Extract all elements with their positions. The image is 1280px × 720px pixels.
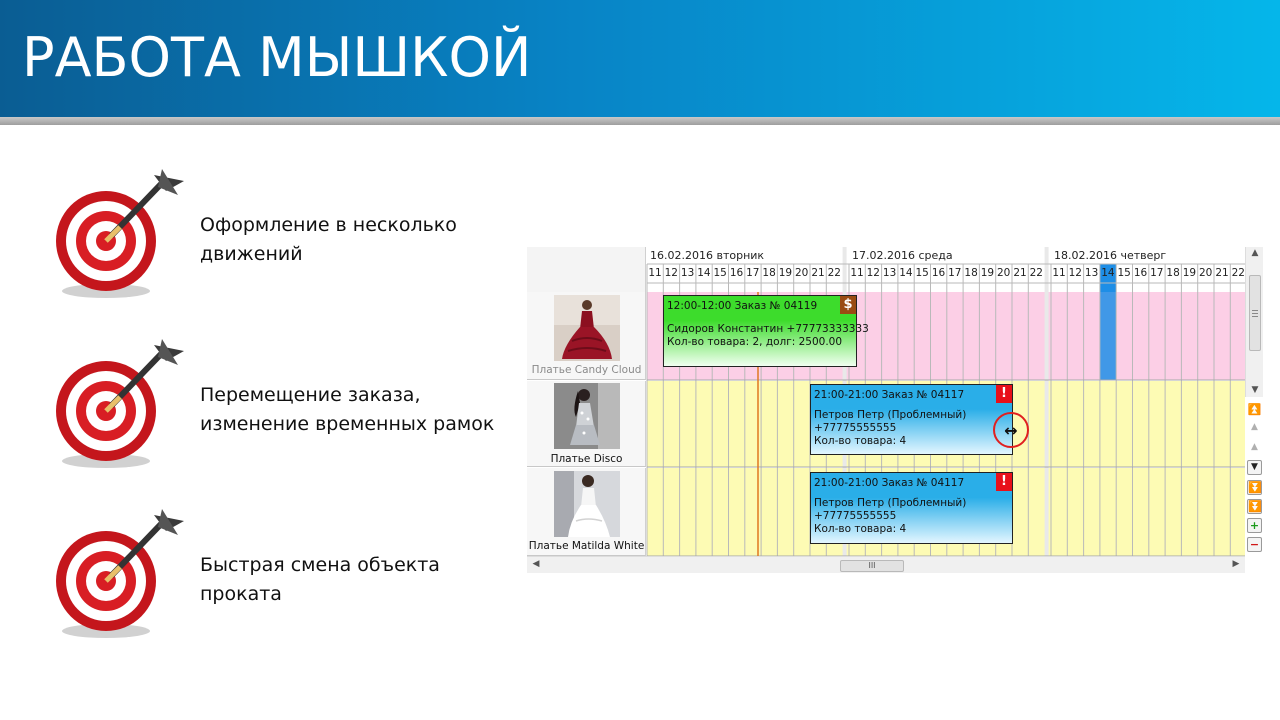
day-separator bbox=[1045, 247, 1049, 556]
order-client: Петров Петр (Проблемный) bbox=[814, 497, 967, 509]
feature-line: Перемещение заказа, bbox=[200, 384, 421, 406]
hour-header[interactable]: 20 bbox=[997, 267, 1011, 279]
resize-handle-highlight[interactable] bbox=[993, 412, 1029, 448]
horizontal-scroll-thumb[interactable]: III bbox=[840, 560, 904, 572]
order-details: Кол-во товара: 4 bbox=[814, 435, 907, 447]
order-card-04119[interactable] bbox=[663, 295, 869, 367]
slide-header bbox=[0, 0, 1280, 117]
hour-header[interactable]: 12 bbox=[866, 267, 880, 279]
feature-item-2 bbox=[50, 335, 520, 475]
feature-line: Оформление в несколько bbox=[200, 214, 457, 236]
feature-text bbox=[200, 211, 457, 269]
slide-title: РАБОТА МЫШКОЙ bbox=[22, 26, 532, 89]
hour-header[interactable]: 12 bbox=[1068, 267, 1082, 279]
order-header: 21:00-21:00 Заказ № 04117 bbox=[814, 477, 965, 489]
hour-header[interactable]: 15 bbox=[915, 267, 929, 279]
feature-text bbox=[200, 381, 494, 439]
hour-header[interactable]: 21 bbox=[1215, 267, 1229, 279]
feature-line: проката bbox=[200, 583, 282, 605]
resource-row-candy-cloud[interactable] bbox=[527, 292, 646, 380]
feature-item-3 bbox=[50, 505, 520, 645]
hour-header[interactable]: 17 bbox=[1150, 267, 1164, 279]
hour-header[interactable]: 22 bbox=[1029, 267, 1043, 279]
order-client: Сидоров Константин +77773333333 bbox=[667, 323, 869, 335]
resource-column-header bbox=[527, 247, 646, 292]
debt-dollar-icon: $ bbox=[840, 296, 856, 314]
hour-header[interactable]: 11 bbox=[1052, 267, 1066, 279]
day-label: 18.02.2016 четверг bbox=[1054, 249, 1167, 262]
order-phone: +77775555555 bbox=[814, 422, 897, 434]
order-details: Кол-во товара: 4 bbox=[814, 523, 907, 535]
hour-header[interactable]: 15 bbox=[1117, 267, 1131, 279]
remove-row-button[interactable]: − bbox=[1247, 537, 1262, 552]
hour-header[interactable]: 21 bbox=[811, 267, 825, 279]
scroll-left-icon[interactable]: ◀ bbox=[532, 559, 540, 569]
hour-header[interactable]: 22 bbox=[827, 267, 841, 279]
vertical-scroll-thumb[interactable] bbox=[1249, 275, 1261, 351]
scroll-down-icon[interactable]: ▼ bbox=[1251, 385, 1259, 395]
hour-header[interactable]: 16 bbox=[931, 267, 946, 279]
hour-header[interactable]: 19 bbox=[980, 267, 995, 279]
nav-first-icon[interactable]: ⏫ bbox=[1247, 403, 1262, 416]
day-label: 17.02.2016 среда bbox=[852, 249, 953, 262]
nav-last-button[interactable]: ⏬ bbox=[1248, 500, 1262, 513]
warning-exclamation-icon: ! bbox=[996, 385, 1012, 403]
add-row-button[interactable]: + bbox=[1247, 518, 1262, 533]
hour-header[interactable]: 18 bbox=[964, 267, 978, 279]
dress-photo-icon bbox=[554, 471, 620, 537]
order-card-04117[interactable] bbox=[810, 384, 1013, 455]
target-dart-icon bbox=[50, 505, 190, 645]
dress-photo-icon bbox=[554, 295, 620, 361]
resource-label: Платье Matilda White bbox=[528, 540, 645, 552]
resource-label: Платье Disco bbox=[550, 453, 623, 465]
vertical-scrollbar[interactable] bbox=[1245, 247, 1263, 397]
hour-header[interactable]: 13 bbox=[680, 267, 695, 279]
selected-time-column bbox=[1100, 292, 1116, 380]
feature-line: Быстрая смена объекта bbox=[200, 554, 440, 576]
hour-header[interactable]: 19 bbox=[778, 267, 793, 279]
hour-header[interactable]: 13 bbox=[882, 267, 897, 279]
feature-line: изменение временных рамок bbox=[200, 413, 495, 435]
warning-exclamation-icon: ! bbox=[996, 473, 1012, 491]
hour-header[interactable]: 19 bbox=[1182, 267, 1197, 279]
order-header: 12:00-12:00 Заказ № 04119 bbox=[667, 300, 818, 312]
feature-line: движений bbox=[200, 243, 303, 265]
hour-header[interactable]: 14 bbox=[697, 267, 711, 279]
hour-header[interactable]: 20 bbox=[1199, 267, 1213, 279]
order-header: 21:00-21:00 Заказ № 04117 bbox=[814, 389, 965, 401]
hour-header[interactable]: 14 bbox=[899, 267, 913, 279]
nav-up-icon[interactable]: ▲ bbox=[1251, 422, 1258, 432]
hour-header[interactable]: 17 bbox=[746, 267, 760, 279]
hour-header[interactable]: 17 bbox=[948, 267, 962, 279]
dress-photo-icon bbox=[554, 383, 620, 449]
feature-item-1 bbox=[50, 165, 520, 305]
day-label: 16.02.2016 вторник bbox=[650, 249, 765, 262]
target-dart-icon bbox=[50, 335, 190, 475]
hour-header[interactable]: 16 bbox=[1133, 267, 1148, 279]
hour-header[interactable]: 11 bbox=[850, 267, 864, 279]
order-details: Кол-во товара: 2, долг: 2500.00 bbox=[667, 336, 843, 348]
hour-header[interactable]: 21 bbox=[1013, 267, 1027, 279]
resource-row-disco[interactable] bbox=[527, 381, 646, 467]
hour-header[interactable]: 20 bbox=[795, 267, 809, 279]
hour-header[interactable]: 11 bbox=[648, 267, 662, 279]
hour-header[interactable]: 18 bbox=[762, 267, 776, 279]
target-dart-icon bbox=[50, 165, 190, 305]
order-client: Петров Петр (Проблемный) bbox=[814, 409, 967, 421]
order-phone: +77775555555 bbox=[814, 510, 897, 522]
resource-row-matilda-white[interactable] bbox=[527, 468, 646, 556]
nav-up-small-icon[interactable]: ▲ bbox=[1251, 442, 1258, 452]
hour-header[interactable]: 12 bbox=[664, 267, 678, 279]
feature-text bbox=[200, 551, 440, 609]
nav-down-button[interactable]: ▼ bbox=[1247, 460, 1262, 475]
hour-header[interactable]: 14 bbox=[1101, 267, 1115, 279]
resource-label: Платье Candy Cloud bbox=[531, 364, 642, 376]
order-card-04117-copy[interactable] bbox=[810, 472, 1013, 544]
horizontal-scrollbar[interactable] bbox=[527, 556, 1245, 573]
hour-header[interactable]: 16 bbox=[729, 267, 744, 279]
resize-arrow-icon: ↔ bbox=[1004, 421, 1018, 440]
nav-bottom-button[interactable]: ⏬ bbox=[1248, 481, 1262, 494]
hour-header[interactable]: 13 bbox=[1084, 267, 1099, 279]
hour-header[interactable]: 18 bbox=[1166, 267, 1180, 279]
hour-header[interactable]: 22 bbox=[1231, 267, 1245, 279]
scroll-up-icon[interactable]: ▲ bbox=[1251, 248, 1259, 258]
header-divider bbox=[0, 117, 1280, 125]
scroll-right-icon[interactable]: ▶ bbox=[1232, 559, 1240, 569]
rental-scheduler bbox=[527, 247, 1263, 573]
hour-header[interactable]: 15 bbox=[713, 267, 727, 279]
